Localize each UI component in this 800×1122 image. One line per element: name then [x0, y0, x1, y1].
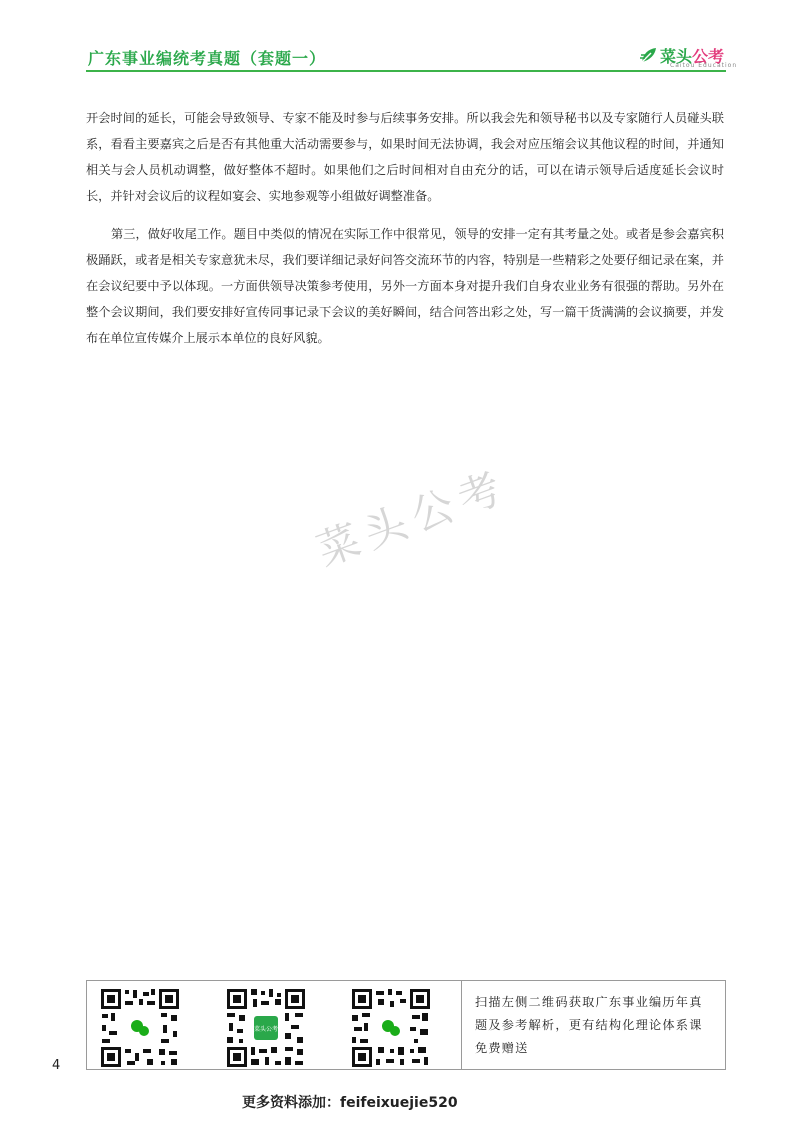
body-content [86, 105, 724, 363]
footer-description: 扫描左侧二维码获取广东事业编历年真题及参考解析，更有结构化理论体系课免费赠送 [475, 995, 703, 1055]
paragraph-continuation: 开会时间的延长，可能会导致领导、专家不能及时参与后续事务安排。所以我会先和领导秘书以及专家随行人员碰头联系，看看主要嘉宾之后是否有其他重大活动需要参与，如果时间无法协调，我会对应压缩会议其他议程的时间，并通知相关与会人员机动调整，做好整体不超时。如果他们之后时间相对自由充分的话，可以在请示领导后适度延长会议时长，并针对会议后的议程如宴会、实地参观等小组做好调整准备。 [86, 111, 724, 203]
brand-logo [640, 44, 738, 70]
leaf-icon [640, 46, 658, 64]
watermark-text: 菜头公考 [310, 460, 516, 576]
qr-code-icon [99, 987, 181, 1069]
bottom-contact-note [242, 1092, 458, 1112]
footer-divider [461, 981, 462, 1069]
contact-handle: feifeixuejie520 [340, 1095, 458, 1111]
qr-center-label: 菜头公考 [253, 1026, 279, 1033]
document-header-title: 广东事业编统考真题（套题一） [88, 49, 327, 68]
footer-qr-panel [86, 980, 726, 1070]
qr-code-icon [350, 987, 432, 1069]
header-divider [86, 70, 726, 72]
contact-prefix: 更多资料添加： [242, 1095, 340, 1111]
logo-subtitle: Caitou Education [670, 62, 738, 69]
page-number: 4 [52, 1058, 61, 1073]
paragraph-third-point: 第三，做好收尾工作。题目中类似的情况在实际工作中很常见，领导的安排一定有其考量之处。或者是参会嘉宾积极踊跃，或者是相关专家意犹未尽，我们要详细记录好问答交流环节的内容，特别是一些精彩之处要仔细记录在案，并在会议纪要中予以体现。一方面供领导决策参考使用，另外一方面本身对提升我们自身农业业务有很强的帮助。另外在整个会议期间，我们要安排好宣传同事记录下会议的美好瞬间，结合问答出彩之处，写一篇干货满满的会议摘要，并发布在单位宣传媒介上展示本单位的良好风貌。 [86, 227, 724, 345]
logo-main-text: 菜头 [660, 47, 693, 66]
qr-code-icon [225, 987, 307, 1069]
logo-accent-text: 公考 [692, 47, 725, 66]
